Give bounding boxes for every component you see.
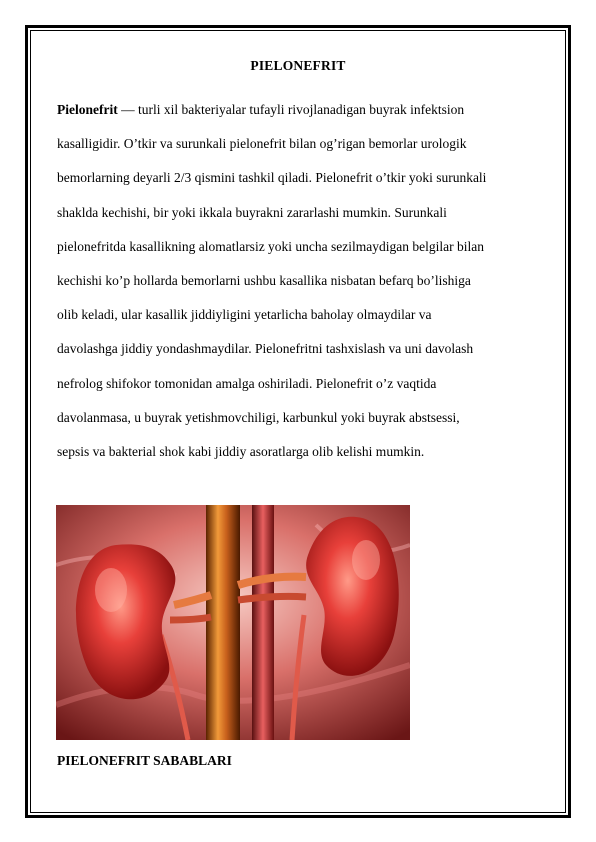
- paragraph-line-1: [57, 93, 547, 127]
- section-heading: PIELONEFRIT SABABLARI: [57, 753, 232, 768]
- paragraph-line-2: kasalligidir. O’tkir va surunkali pielonefrit bilan og’rigan bemorlar urologik: [57, 136, 467, 152]
- paragraph-line-7: olib keladi, ular kasallik jiddiyligini yetarlicha baholay olmaydilar va: [57, 307, 432, 323]
- intro-paragraph: [57, 93, 547, 469]
- paragraph-line-4: shaklda kechishi, bir yoki ikkala buyrakni zararlashi mumkin. Surunkali: [57, 204, 447, 220]
- kidney-illustration: [56, 505, 410, 740]
- paragraph-line-3: bemorlarning deyarli 2/3 qismini tashkil qiladi. Pielonefrit o’tkir yoki surunkali: [57, 170, 487, 186]
- kidney-illustration-svg: [56, 505, 410, 740]
- paragraph-line-9: nefrolog shifokor tomonidan amalga oshiriladi. Pielonefrit o’z vaqtida: [57, 375, 437, 391]
- paragraph-line-5: pielonefritda kasallikning alomatlarsiz yoki uncha sezilmaydigan belgilar bilan: [57, 238, 484, 254]
- paragraph-line-11: sepsis va bakterial shok kabi jiddiy asoratlarga olib kelishi mumkin.: [57, 444, 425, 460]
- paragraph-line-6: kechishi ko’p hollarda bemorlarni ushbu kasallika nisbatan befarq bo’lishiga: [57, 273, 471, 289]
- document-title: PIELONEFRIT: [250, 58, 346, 73]
- paragraph-line-10: davolanmasa, u buyrak yetishmovchiligi, karbunkul yoki buyrak abstsessi,: [57, 409, 460, 425]
- intro-term: Pielonefrit: [57, 102, 118, 117]
- paragraph-line-8: davolashga jiddiy yondashmaydilar. Pielonefritni tashxislash va uni davolash: [57, 341, 474, 357]
- paragraph-line-1-text: — turli xil bakteriyalar tufayli rivojlanadigan buyrak infektsion: [117, 102, 465, 117]
